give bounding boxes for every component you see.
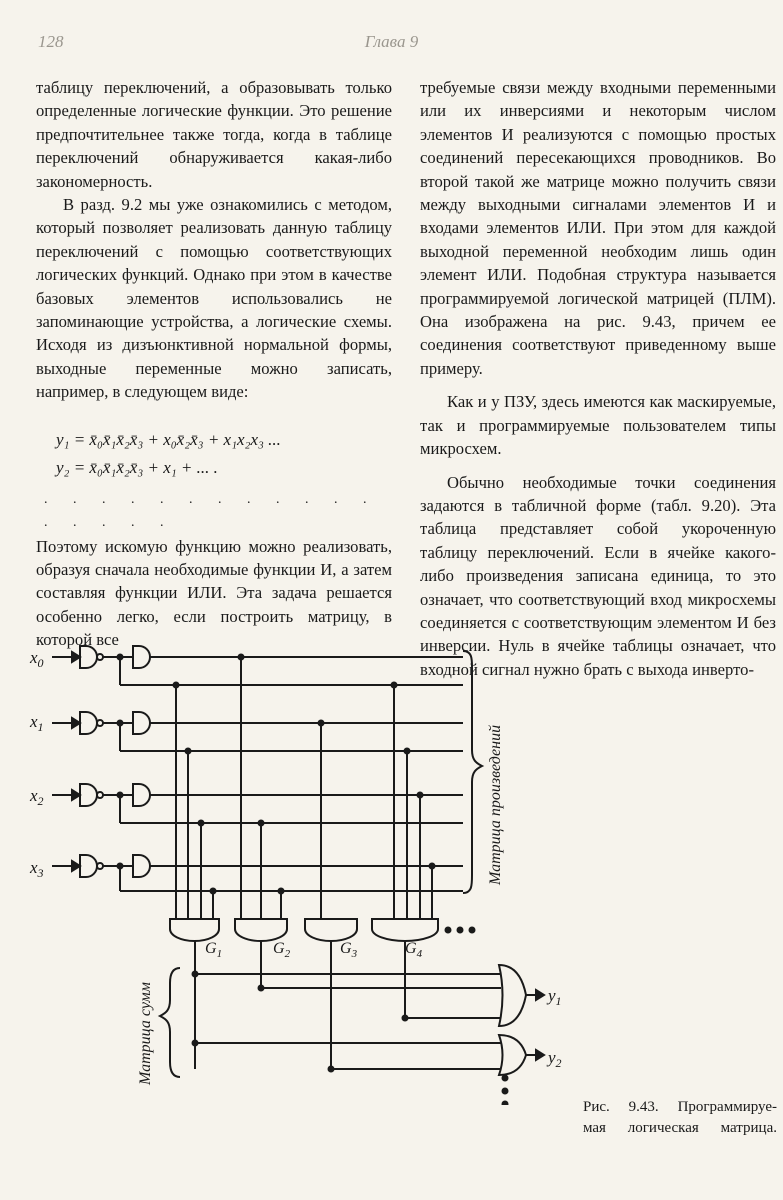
figure-caption bbox=[583, 1097, 777, 1139]
input-arrows bbox=[52, 652, 80, 871]
gate-label-g2: $G_2$ bbox=[273, 940, 291, 960]
pla-diagram bbox=[20, 585, 620, 1105]
product-matrix-brace bbox=[463, 651, 482, 893]
caption-line-2: мая логическая матрица. bbox=[583, 1120, 777, 1136]
right-paragraph-1: требуемые связи между входными переменными или их инверсиями и некоторым числом элементов И реализуются с помощью простых соединений пересекающихся проводников. Во второй такой же матрице можно получить связи между выходными сигналами элементов И и входами элементов ИЛИ. При этом для каждой выходной переменной необходим лишь один элемент ИЛИ. Подобная структура называется программируемой логической матрицей (ПЛМ). Она изображена на рис. 9.43, причем ее соединения соответствуют приведенному выше примеру. bbox=[420, 78, 776, 378]
left-column bbox=[36, 76, 392, 652]
input-buffers bbox=[80, 646, 150, 891]
formula-y2: y₂ = x̄₀x̄₁x̄₂x̄₃ + x₁ + ... . bbox=[56, 457, 218, 477]
input-label-x2: $x_2$ bbox=[30, 786, 44, 808]
formula-y1: y₁ = x̄₀x̄₁x̄₂x̄₃ + x₀x̄₂x̄₃ + x₁x₂x₃ ... bbox=[56, 429, 281, 449]
sum-matrix-rows bbox=[195, 960, 501, 1069]
ellipsis-row: . . . . . . . . . . . . . . . . . bbox=[44, 491, 378, 531]
input-label-x1: $x_1$ bbox=[30, 712, 44, 734]
outputs-continuation-dots bbox=[502, 1075, 509, 1106]
page-header bbox=[0, 30, 783, 54]
product-matrix-label: Матрица произведений bbox=[487, 724, 504, 885]
output-label-y1: $y_1$ bbox=[548, 986, 562, 1008]
sum-matrix-label: Матрица сумм bbox=[137, 982, 154, 1085]
right-paragraph-2: Как и у ПЗУ, здесь имеются как маскируемые, так и программируемые пользователем типы микросхем. bbox=[420, 392, 776, 459]
left-paragraph-2: В разд. 9.2 мы уже ознакомились с методом, который позволяет реализовать данную таблицу переключений с помощью соответствующих логических функций. Однако при этом в качестве базовых элементов использовались не запоминающие устройства, а логические схемы. Исходя из дизъюнктивной нормальной формы, выходные переменные можно записать, например, в следующем виде: bbox=[36, 195, 392, 402]
output-label-y2: $y_2$ bbox=[548, 1048, 562, 1070]
input-label-x0: $x_0$ bbox=[30, 648, 44, 670]
left-paragraph-1: таблицу переключений, а образовывать только определенные логические функции. Это решение предпочтительнее также тогда, когда в таблице переключений обнаруживается какая-либо закономерность. bbox=[36, 78, 392, 191]
or-gates bbox=[499, 965, 526, 1075]
sum-connection-dots bbox=[192, 971, 409, 1073]
gate-label-g1: $G_1$ bbox=[205, 940, 223, 960]
gate-label-g3: $G_3$ bbox=[340, 940, 358, 960]
chapter-title: Глава 9 bbox=[364, 32, 419, 51]
left-paragraph-3: Поэтому искомую функцию можно реализовать, образуя сначала необходимые функции И, а затем составляя функции ИЛИ. Эта задача решается особенно легко, если построить матрицу, в которой все bbox=[36, 536, 392, 650]
product-matrix-rows bbox=[120, 657, 463, 891]
caption-line-1: Рис. 9.43. Программируе- bbox=[583, 1099, 777, 1115]
gate-label-g4: $G_4$ bbox=[405, 940, 423, 960]
page-number: 128 bbox=[38, 32, 64, 51]
sum-matrix-brace bbox=[160, 968, 180, 1077]
product-connection-dots bbox=[117, 654, 436, 895]
product-term-columns bbox=[176, 657, 432, 919]
input-label-x3: $x_3$ bbox=[30, 858, 44, 880]
formulas bbox=[56, 426, 392, 482]
output-arrows bbox=[526, 990, 544, 1060]
gates-continuation-dots bbox=[445, 927, 476, 934]
right-paragraph-3: Обычно необходимые точки соединения задаются в табличной форме (табл. 9.20). Эта таблица представляет собой укороченную таблицу переключений. Если в ячейке какого-либо произведения записана единица, то это означает, что соответствующий вход микросхемы соединяется с соответствующим элементом И без инверсии. Нуль в ячейке таблицы означает, что входной сигнал нужно брать с выхода инверто- bbox=[420, 472, 776, 679]
